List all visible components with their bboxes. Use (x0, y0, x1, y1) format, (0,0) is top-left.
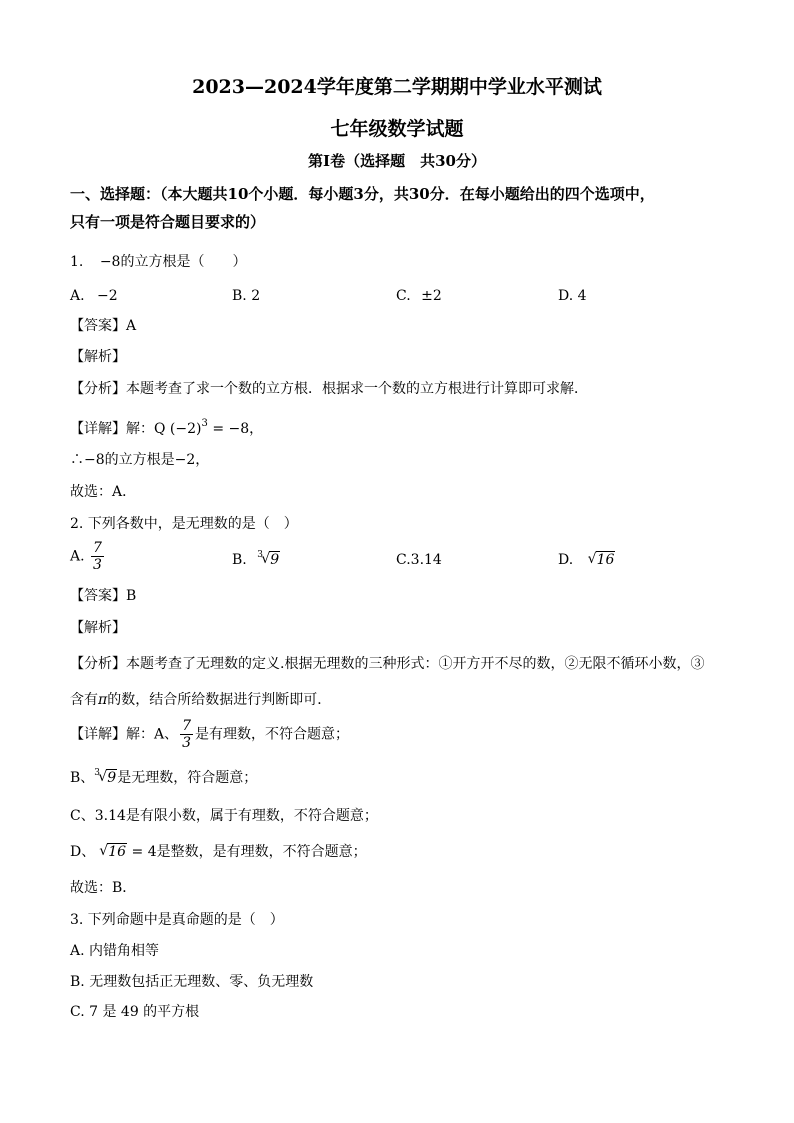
question-2-stem: 2. 下列各数中，是无理数的是（ ） (70, 516, 298, 532)
question-3-stem: 3. 下列命题中是真命题的是（ ） (70, 912, 284, 928)
q3-option-b: B. 无理数包括正无理数、零、负无理数 (70, 974, 314, 990)
q2-analysis-line1: 【分析】本题考查了无理数的定义.根据无理数的三种形式：①开方开不尽的数，②无限不循环小数，③ (70, 656, 705, 672)
q1-answer: 【答案】A (70, 318, 137, 334)
section-heading: 第Ⅰ卷（选择题 共30分） (308, 152, 486, 170)
section-instructions-line2: 只有一项是符合题目要求的） (70, 213, 266, 231)
q1-option-c: C. ±2 (396, 288, 442, 304)
square-root: √ 16 (587, 551, 615, 568)
q2-detail-d: D、 √ 16 = 4是整数，是有理数，不符合题意； (70, 843, 367, 860)
q2-detail-a: 【详解】解：A、 $\frac{7}{3}$ 是有理数，不符合题意； (70, 718, 350, 751)
q1-analysis-tag: 【解析】 (70, 349, 126, 365)
q2-choice: 故选：B． (70, 880, 137, 896)
q3-option-c: C. 7 是 49 的平方根 (70, 1004, 200, 1020)
q2-detail-c: C、3.14是有限小数，属于有理数，不符合题意； (70, 808, 378, 824)
q1-choice: 故选：A． (70, 484, 137, 500)
stem-text: 的立方根是（ ） (120, 254, 247, 270)
q1-conclusion: ∴−8的立方根是−2， (70, 452, 210, 468)
q1-option-d: D. 4 (558, 288, 587, 304)
q2-option-c: C.3.14 (396, 552, 442, 568)
section-instructions-line1: 一、选择题：（本大题共10个小题．每小题3分，共30分．在每小题给出的四个选项中， (70, 185, 655, 203)
q1-detail: 【详解】解：Q $(-2)^3 = -8$， (70, 418, 264, 437)
q3-option-a: A. 内错角相等 (70, 943, 160, 959)
question-1-stem (70, 252, 246, 272)
q1-analysis: 【分析】本题考查了求一个数的立方根．根据求一个数的立方根进行计算即可求解． (70, 381, 588, 397)
q2-option-b: B. 3 √ 9 (232, 550, 280, 568)
q2-option-d: D. √ 16 (558, 551, 615, 568)
q1-option-b: B. 2 (232, 288, 261, 304)
square-root: √ 16 (99, 843, 127, 860)
exam-title: 2023—2024学年度第二学期期中学业水平测试 (192, 76, 602, 98)
exam-subtitle: 七年级数学试题 (330, 118, 464, 140)
question-number: 1. (70, 254, 84, 270)
q2-analysis-tag: 【解析】 (70, 620, 126, 636)
q1-option-a: A. −2 (70, 288, 118, 304)
q2-analysis-line2: 含有π的数，结合所给数据进行判断即可． (70, 692, 332, 708)
q2-answer: 【答案】B (70, 588, 137, 604)
cube-root: 3 √ 9 (94, 768, 117, 786)
stem-math: −8 (99, 254, 121, 270)
fraction: $\frac{7}{3}$ (182, 718, 192, 751)
cube-root: 3 √ 9 (257, 550, 280, 568)
q2-detail-b: B、 3 √ 9是无理数，符合题意； (70, 768, 258, 786)
fraction: $\frac{7}{3}$ (93, 540, 102, 573)
q2-option-a: A. $\frac{7}{3}$ (70, 540, 102, 573)
